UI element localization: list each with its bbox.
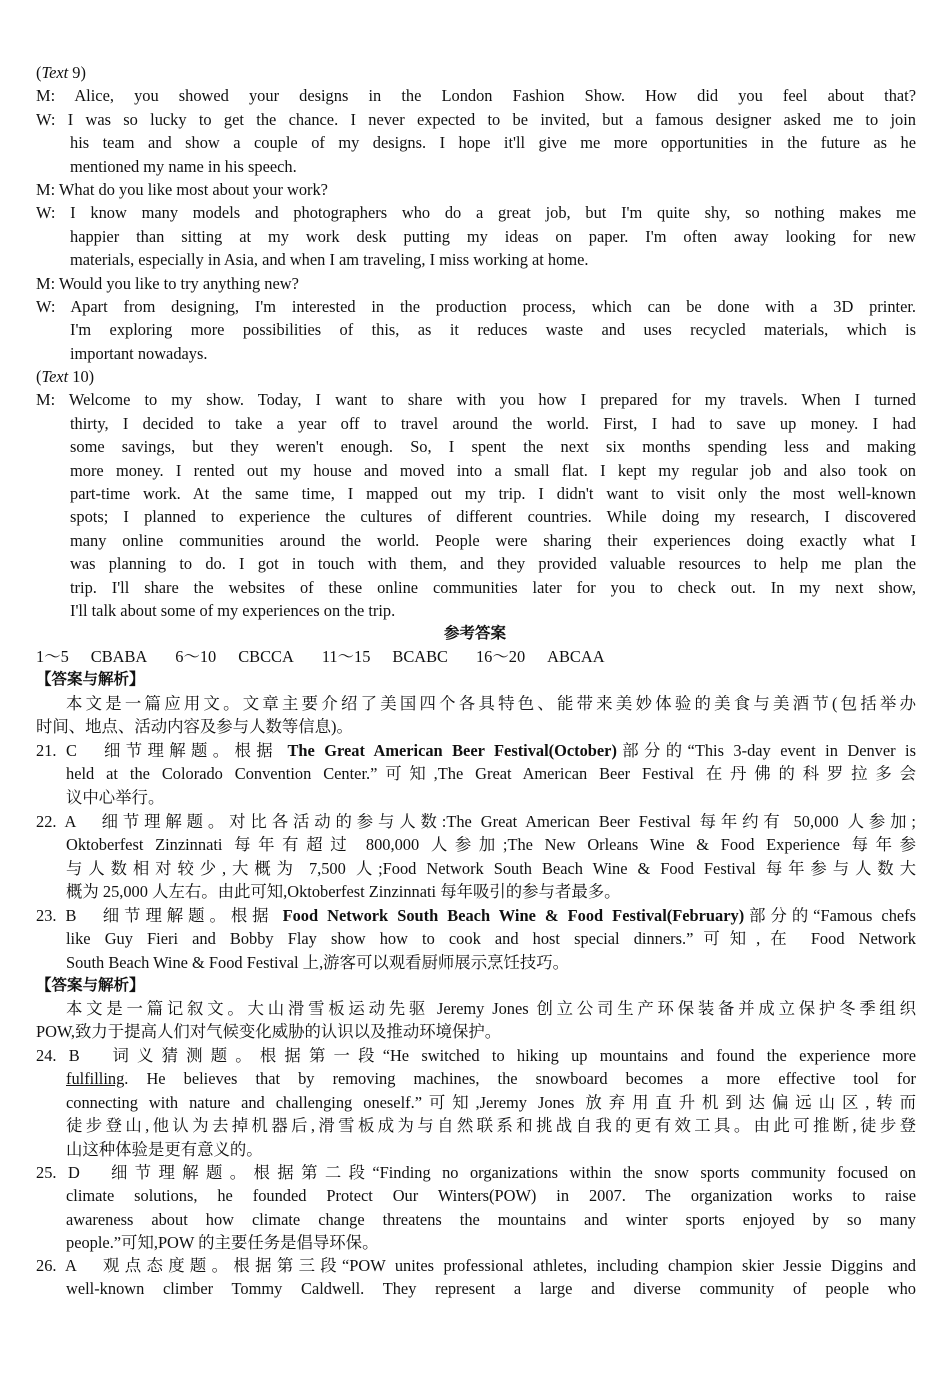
explanation-line: awareness about how climate change threatens the mountains and winter sports enjoyed by so many [66, 1209, 916, 1229]
answer-letters: ABCAA [547, 647, 605, 666]
explanation-line: people.”可知,POW 的主要任务是倡导环保。 [66, 1233, 379, 1253]
dialogue-line: W: I was so lucky to get the chance. I never expected to be invited, but a famous designer asked me to join [36, 109, 916, 129]
dialogue-line: W: I know many models and photographers who do a great job, but I'm quite shy, so nothing makes me [36, 203, 916, 223]
dialogue-line: happier than sitting at my work desk putting my ideas on paper. I'm often away looking for new [70, 226, 916, 246]
explanation-line: South Beach Wine & Food Festival 上,游客可以观看厨师展示烹饪技巧。 [66, 952, 570, 972]
dialogue-line: I'm exploring more possibilities of this, as it reduces waste and uses recycled materials, which is [70, 320, 916, 340]
explanation-line [36, 904, 916, 927]
answer-letters: CBABA [90, 647, 148, 666]
sectionA-summary [36, 692, 916, 739]
answer-range: 1～5 [36, 647, 69, 666]
dialogue-line: important nowadays. [70, 343, 208, 363]
explanation-line: Oktoberfest Zinzinnati 每年有超过 800,000 人参加;The New Orleans Wine & Food Experience 每年参 [66, 835, 916, 855]
quote-start: 部分的“Famous chefs [744, 906, 916, 925]
section-reference: The Great American Beer Festival(October) [287, 741, 617, 760]
dialogue-line: M: Alice, you showed your designs in the London Fashion Show. How did you feel about that? [36, 86, 916, 106]
monologue-line: trip. I'll share the websites of these online communities later for you to check out. In my next show, [70, 577, 916, 597]
sectionB-summary [36, 997, 916, 1044]
monologue-line: part-time work. At the same time, I mapped out my trip. I didn't want to visit only the most well-known [70, 484, 916, 504]
text9-label: (Text 9) [36, 63, 86, 82]
explanation-line: well-known climber Tommy Caldwell. They represent a large and diverse community of people who [66, 1279, 916, 1299]
monologue-line: I'll talk about some of my experiences on the trip. [70, 601, 396, 621]
explanation-line [36, 739, 916, 762]
summary-line: 时间、地点、活动内容及参与人数等信息)。 [36, 717, 353, 737]
section-reference: Food Network South Beach Wine & Food Festival(February) [282, 906, 745, 925]
explanation-line [36, 1067, 916, 1090]
summary-line: 本文是一篇应用文。文章主要介绍了美国四个各具特色、能带来美妙体验的美食与美酒节(包括举办 [66, 694, 916, 713]
explanation-line: 概为 25,000 人左右。由此可知,Oktoberfest Zinzinnati 每年吸引的参与者最多。 [66, 882, 621, 902]
answer-range: 16～20 [475, 647, 526, 666]
explanation-line: 山这种体验是更有意义的。 [66, 1139, 263, 1159]
explanation-q26 [36, 1254, 916, 1301]
explanation-line: 25. D 细节理解题。根据第二段“Finding no organizations within the snow sports community focused on [36, 1163, 916, 1182]
dialogue-line: materials, especially in Asia, and when I am traveling, I miss working at home. [70, 250, 589, 270]
explanation-line: 与人数相对较少,大概为 7,500 人;Food Network South Beach Wine & Food Festival 每年参与人数大 [66, 858, 916, 878]
question-intro: 23. B 细节理解题。根据 [36, 906, 283, 925]
question-intro: 21. C 细节理解题。根据 [36, 741, 288, 760]
explanation-q24 [36, 1044, 916, 1161]
monologue-line: some savings, but they weren't enough. So, I spent the next six months spending less and making [70, 437, 916, 457]
explanation-line: held at the Colorado Convention Center.”可知,The Great American Beer Festival 在丹佛的科罗拉多会 [66, 764, 916, 784]
explanation-line: 24. B 词义猜测题。根据第一段“He switched to hiking up mountains and found the experience more [36, 1046, 916, 1065]
explanation-q25 [36, 1161, 916, 1255]
monologue-line: was planning to do. I got in touch with them, and they provided valuable resources to help me plan the [70, 554, 916, 574]
underlined-word: fulfilling [66, 1069, 125, 1089]
answer-key-heading: 参考答案 [443, 624, 506, 642]
quote-start: 部分的“This 3-day event in Denver is [616, 741, 916, 760]
dialogue-line: his team and show a couple of my designs. I hope it'll give me more opportunities in the future as he [70, 133, 916, 153]
section-title: 【答案与解析】 [36, 976, 145, 994]
summary-line: 本文是一篇记叙文。大山滑雪板运动先驱 Jeremy Jones 创立公司生产环保装备并成立保护冬季组织 [66, 999, 916, 1018]
explanation-q23 [36, 904, 916, 974]
explanation-q21 [36, 739, 916, 809]
summary-line: POW,致力于提高人们对气候变化威胁的认识以及推动环境保护。 [36, 1022, 502, 1042]
dialogue-line: mentioned my name in his speech. [70, 156, 297, 176]
explanation-line: 22. A 细节理解题。对比各活动的参与人数:The Great American Beer Festival 每年约有 50,000 人参加; [36, 812, 916, 831]
explanation-line: 徒步登山,他认为去掉机器后,滑雪板成为与自然联系和挑战自我的更有效工具。由此可推断,徒步登 [66, 1116, 916, 1136]
answer-letters: CBCCA [238, 647, 294, 666]
text10-label: (Text 10) [36, 367, 95, 386]
dialogue-line: W: Apart from designing, I'm interested in the production process, which can be done with a 3D printer. [36, 297, 916, 317]
answer-range: 11～15 [321, 647, 371, 666]
answer-range: 6～10 [175, 647, 217, 666]
monologue-line: spots; I planned to experience the cultures of different countries. While doing my research, I discovered [70, 507, 916, 527]
explanation-line: climate solutions, he founded Protect Our Winters(POW) in 2007. The organization works to raise [66, 1186, 916, 1206]
monologue-line: more money. I rented out my house and moved into a small flat. I kept my regular job and also took on [70, 460, 916, 480]
explanation-line: 议中心举行。 [66, 787, 165, 807]
monologue-line: many online communities around the world. People were sharing their experiences doing exactly what I [70, 530, 916, 550]
explanation-line: 26. A 观点态度题。根据第三段“POW unites professional athletes, including champion skier Jessie Diggins and [36, 1256, 916, 1275]
explanation-q22 [36, 810, 916, 904]
text9-transcript [36, 61, 916, 365]
explanation-line: connecting with nature and challenging oneself.”可知,Jeremy Jones 放弃用直升机到达偏远山区,转而 [66, 1092, 916, 1112]
answer-letters: BCABC [392, 647, 448, 666]
monologue-line: M: Welcome to my show. Today, I want to share with you how I prepared for my travels. When I turned [36, 390, 916, 410]
text10-transcript [36, 365, 916, 622]
explanation-line: like Guy Fieri and Bobby Flay show how to cook and host special dinners.”可知,在 Food Network [66, 929, 916, 949]
section-title: 【答案与解析】 [36, 670, 145, 688]
dialogue-line: M: What do you like most about your work? [36, 180, 328, 200]
quote-continued: . He believes that by removing machines, the snowboard becomes a more effective tool for [124, 1069, 916, 1089]
dialogue-line: M: Would you like to try anything new? [36, 273, 299, 293]
answer-key-row [36, 645, 627, 668]
monologue-line: thirty, I decided to take a year off to travel around the world. First, I had to save up money. I had [70, 413, 916, 433]
